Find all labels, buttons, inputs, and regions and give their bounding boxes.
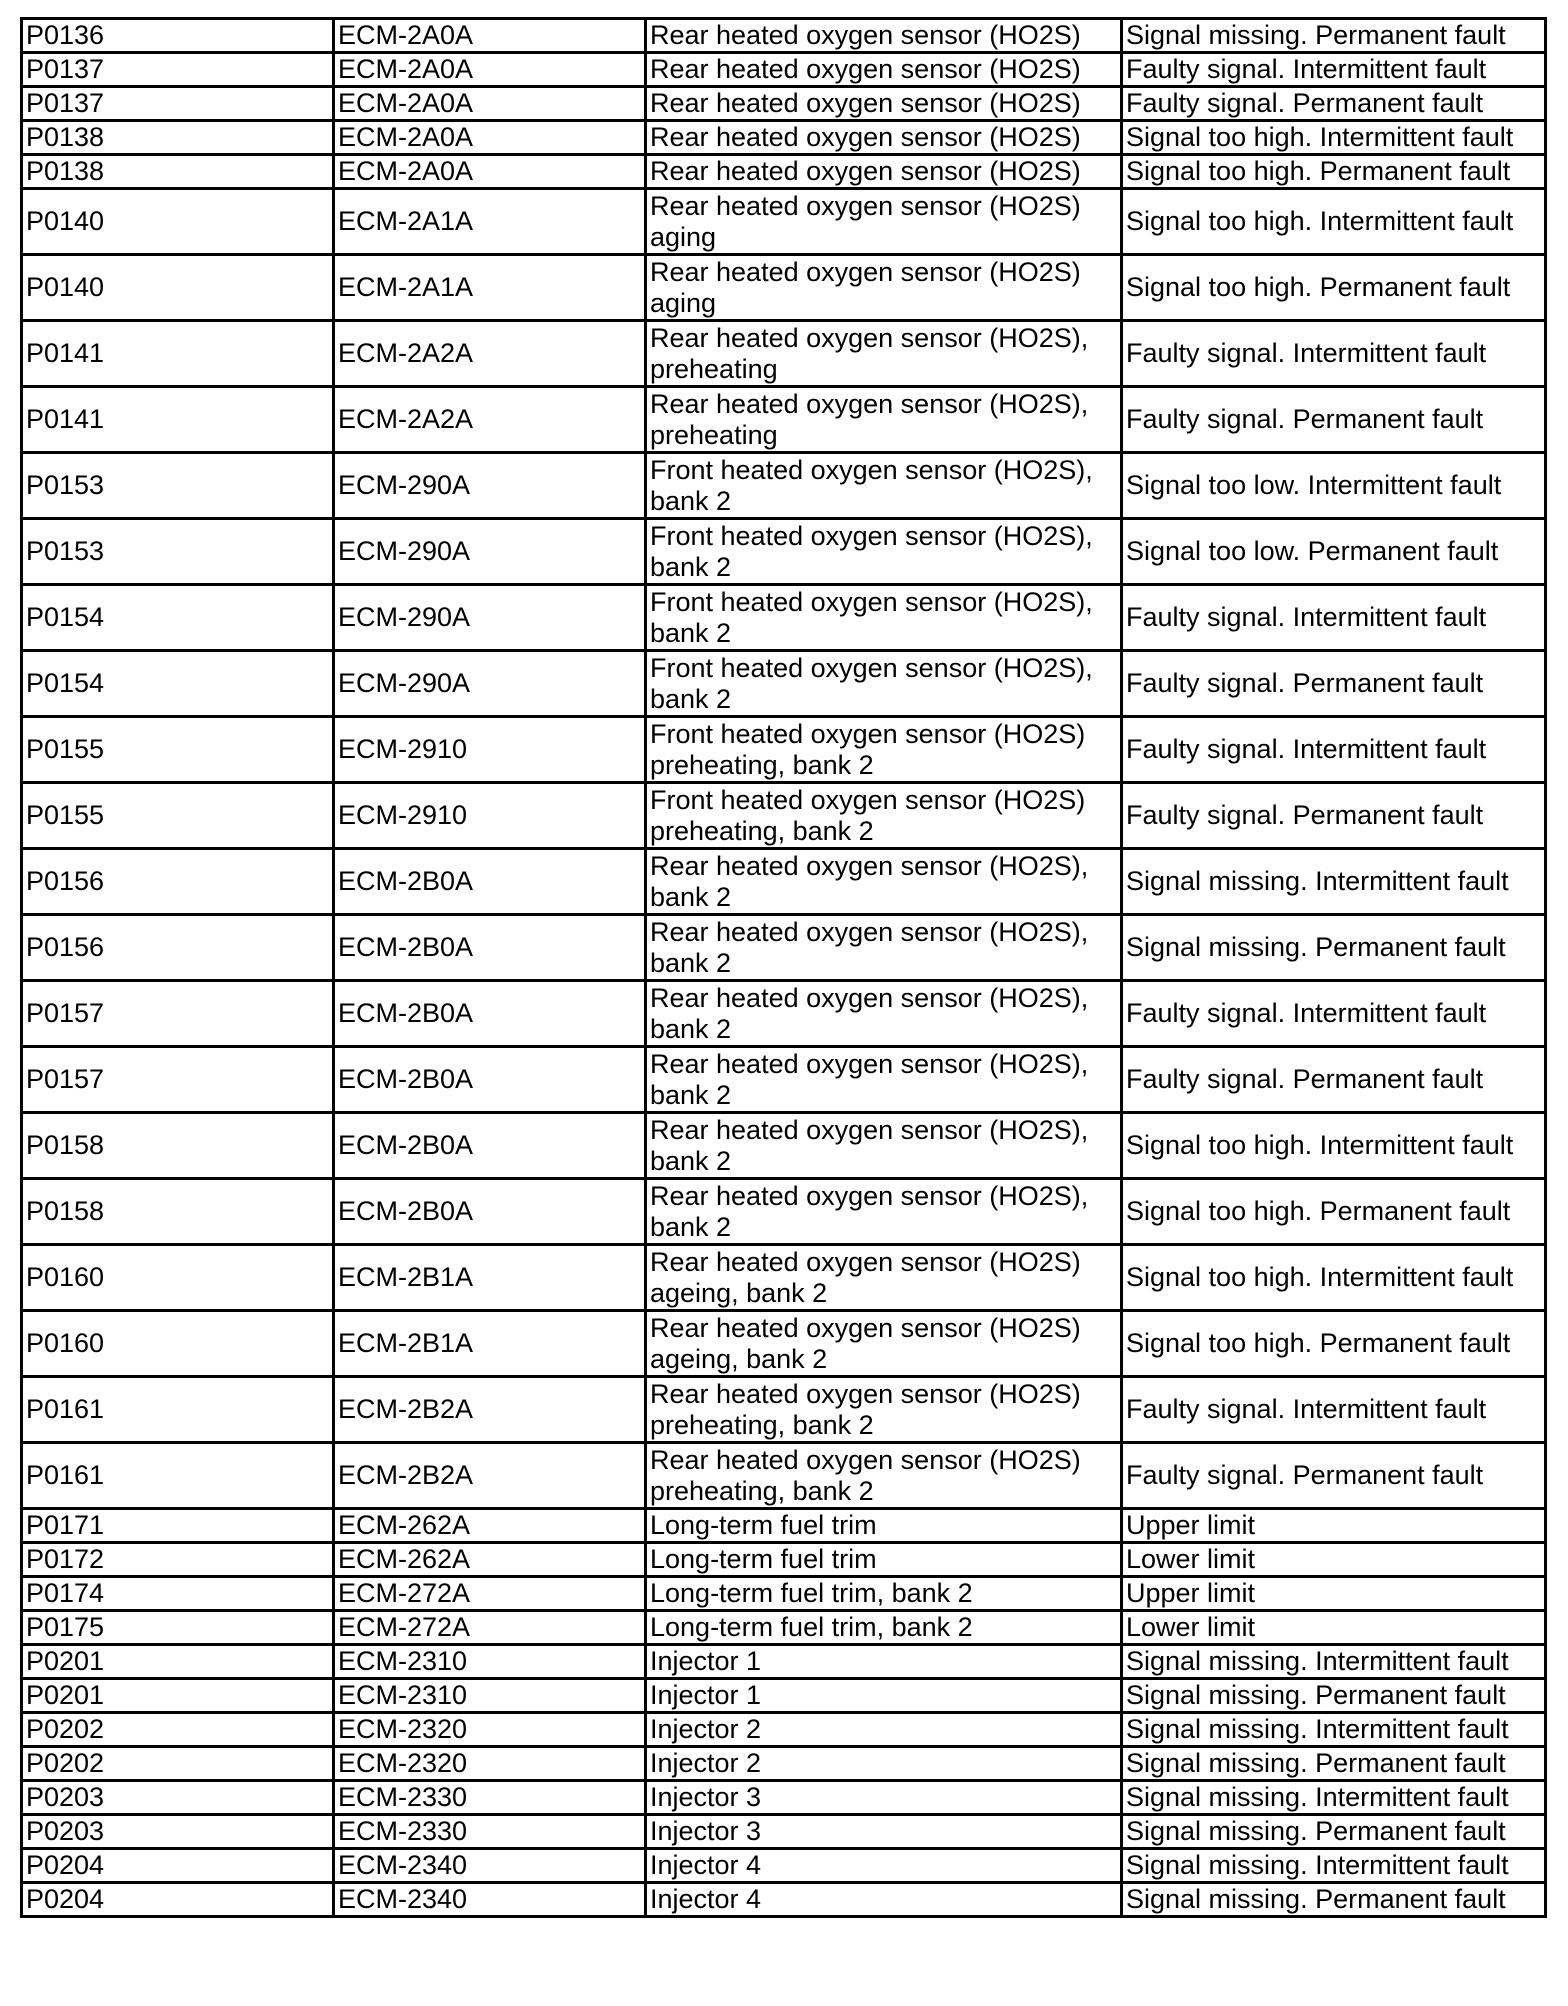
ecm-code-cell: ECM-2910	[334, 717, 646, 783]
ecm-code-cell: ECM-2B0A	[334, 1113, 646, 1179]
component-description-cell: Rear heated oxygen sensor (HO2S), bank 2	[646, 1047, 1122, 1113]
table-row	[22, 1815, 1546, 1849]
dtc-code-cell: P0138	[22, 155, 334, 189]
table-row	[22, 19, 1546, 53]
component-description-cell: Rear heated oxygen sensor (HO2S) ageing, bank 2	[646, 1311, 1122, 1377]
table-row	[22, 189, 1546, 255]
component-description-cell: Long-term fuel trim	[646, 1509, 1122, 1543]
ecm-code-cell: ECM-2A0A	[334, 155, 646, 189]
component-description-cell: Rear heated oxygen sensor (HO2S)	[646, 53, 1122, 87]
fault-type-cell: Signal too high. Permanent fault	[1122, 1179, 1546, 1245]
ecm-code-cell: ECM-2B2A	[334, 1443, 646, 1509]
dtc-code-cell: P0157	[22, 981, 334, 1047]
dtc-code-cell: P0153	[22, 519, 334, 585]
dtc-code-cell: P0175	[22, 1611, 334, 1645]
component-description-cell: Injector 1	[646, 1645, 1122, 1679]
fault-type-cell: Signal missing. Permanent fault	[1122, 1815, 1546, 1849]
dtc-code-cell: P0136	[22, 19, 334, 53]
fault-type-cell: Faulty signal. Intermittent fault	[1122, 981, 1546, 1047]
component-description-cell: Front heated oxygen sensor (HO2S), bank 2	[646, 453, 1122, 519]
component-description-cell: Injector 4	[646, 1849, 1122, 1883]
fault-type-cell: Signal too high. Intermittent fault	[1122, 189, 1546, 255]
table-row	[22, 1443, 1546, 1509]
dtc-code-cell: P0156	[22, 915, 334, 981]
table-row	[22, 155, 1546, 189]
dtc-code-cell: P0156	[22, 849, 334, 915]
ecm-code-cell: ECM-262A	[334, 1509, 646, 1543]
table-row	[22, 981, 1546, 1047]
ecm-code-cell: ECM-2B0A	[334, 981, 646, 1047]
dtc-code-cell: P0171	[22, 1509, 334, 1543]
table-row	[22, 717, 1546, 783]
dtc-code-cell: P0160	[22, 1245, 334, 1311]
dtc-code-cell: P0158	[22, 1179, 334, 1245]
dtc-code-cell: P0141	[22, 321, 334, 387]
table-row	[22, 1245, 1546, 1311]
component-description-cell: Long-term fuel trim	[646, 1543, 1122, 1577]
ecm-code-cell: ECM-2330	[334, 1781, 646, 1815]
table-row	[22, 1179, 1546, 1245]
table-row	[22, 651, 1546, 717]
fault-type-cell: Signal too high. Intermittent fault	[1122, 121, 1546, 155]
component-description-cell: Rear heated oxygen sensor (HO2S)	[646, 155, 1122, 189]
component-description-cell: Rear heated oxygen sensor (HO2S)	[646, 19, 1122, 53]
component-description-cell: Injector 2	[646, 1713, 1122, 1747]
fault-type-cell: Signal too high. Intermittent fault	[1122, 1113, 1546, 1179]
component-description-cell: Front heated oxygen sensor (HO2S) preheating, bank 2	[646, 717, 1122, 783]
component-description-cell: Rear heated oxygen sensor (HO2S), bank 2	[646, 849, 1122, 915]
component-description-cell: Rear heated oxygen sensor (HO2S), bank 2	[646, 915, 1122, 981]
component-description-cell: Injector 3	[646, 1815, 1122, 1849]
ecm-code-cell: ECM-2A2A	[334, 321, 646, 387]
ecm-code-cell: ECM-2A0A	[334, 53, 646, 87]
ecm-code-cell: ECM-2B0A	[334, 1047, 646, 1113]
dtc-code-cell: P0203	[22, 1815, 334, 1849]
table-row	[22, 1509, 1546, 1543]
fault-type-cell: Signal missing. Permanent fault	[1122, 19, 1546, 53]
dtc-code-cell: P0141	[22, 387, 334, 453]
ecm-code-cell: ECM-272A	[334, 1577, 646, 1611]
table-row	[22, 1781, 1546, 1815]
component-description-cell: Rear heated oxygen sensor (HO2S), bank 2	[646, 981, 1122, 1047]
component-description-cell: Injector 3	[646, 1781, 1122, 1815]
fault-type-cell: Faulty signal. Permanent fault	[1122, 1047, 1546, 1113]
table-row	[22, 1611, 1546, 1645]
component-description-cell: Long-term fuel trim, bank 2	[646, 1611, 1122, 1645]
table-row	[22, 1113, 1546, 1179]
dtc-code-cell: P0153	[22, 453, 334, 519]
dtc-code-cell: P0161	[22, 1377, 334, 1443]
component-description-cell: Front heated oxygen sensor (HO2S), bank 2	[646, 519, 1122, 585]
component-description-cell: Front heated oxygen sensor (HO2S), bank 2	[646, 651, 1122, 717]
component-description-cell: Front heated oxygen sensor (HO2S), bank 2	[646, 585, 1122, 651]
dtc-code-cell: P0140	[22, 255, 334, 321]
dtc-code-cell: P0137	[22, 87, 334, 121]
ecm-code-cell: ECM-272A	[334, 1611, 646, 1645]
component-description-cell: Rear heated oxygen sensor (HO2S)	[646, 87, 1122, 121]
fault-type-cell: Faulty signal. Permanent fault	[1122, 1443, 1546, 1509]
component-description-cell: Rear heated oxygen sensor (HO2S) preheating, bank 2	[646, 1377, 1122, 1443]
component-description-cell: Long-term fuel trim, bank 2	[646, 1577, 1122, 1611]
ecm-code-cell: ECM-2A1A	[334, 255, 646, 321]
ecm-code-cell: ECM-290A	[334, 585, 646, 651]
fault-type-cell: Faulty signal. Permanent fault	[1122, 783, 1546, 849]
ecm-code-cell: ECM-2A0A	[334, 87, 646, 121]
component-description-cell: Injector 4	[646, 1883, 1122, 1917]
dtc-code-cell: P0204	[22, 1883, 334, 1917]
fault-type-cell: Faulty signal. Permanent fault	[1122, 87, 1546, 121]
table-row	[22, 1679, 1546, 1713]
ecm-code-cell: ECM-2310	[334, 1645, 646, 1679]
component-description-cell: Injector 2	[646, 1747, 1122, 1781]
dtc-code-cell: P0158	[22, 1113, 334, 1179]
fault-type-cell: Signal missing. Intermittent fault	[1122, 1781, 1546, 1815]
ecm-code-cell: ECM-290A	[334, 453, 646, 519]
dtc-code-cell: P0154	[22, 585, 334, 651]
component-description-cell: Rear heated oxygen sensor (HO2S), preheating	[646, 387, 1122, 453]
table-row	[22, 1849, 1546, 1883]
dtc-code-cell: P0157	[22, 1047, 334, 1113]
fault-type-cell: Faulty signal. Permanent fault	[1122, 387, 1546, 453]
ecm-code-cell: ECM-2330	[334, 1815, 646, 1849]
ecm-code-cell: ECM-2B0A	[334, 915, 646, 981]
ecm-code-cell: ECM-2310	[334, 1679, 646, 1713]
ecm-code-cell: ECM-2B0A	[334, 849, 646, 915]
dtc-code-cell: P0154	[22, 651, 334, 717]
fault-type-cell: Faulty signal. Intermittent fault	[1122, 585, 1546, 651]
ecm-code-cell: ECM-2B1A	[334, 1245, 646, 1311]
ecm-code-cell: ECM-2910	[334, 783, 646, 849]
ecm-code-cell: ECM-2B0A	[334, 1179, 646, 1245]
table-row	[22, 1883, 1546, 1917]
fault-type-cell: Signal missing. Permanent fault	[1122, 1747, 1546, 1781]
fault-type-cell: Signal too high. Permanent fault	[1122, 1311, 1546, 1377]
component-description-cell: Rear heated oxygen sensor (HO2S) ageing, bank 2	[646, 1245, 1122, 1311]
table-row	[22, 783, 1546, 849]
fault-type-cell: Upper limit	[1122, 1577, 1546, 1611]
fault-code-table	[20, 17, 1547, 1918]
table-row	[22, 121, 1546, 155]
table-row	[22, 255, 1546, 321]
fault-type-cell: Signal missing. Permanent fault	[1122, 1679, 1546, 1713]
dtc-code-cell: P0140	[22, 189, 334, 255]
table-row	[22, 1713, 1546, 1747]
ecm-code-cell: ECM-2A0A	[334, 19, 646, 53]
dtc-code-cell: P0201	[22, 1679, 334, 1713]
ecm-code-cell: ECM-2A1A	[334, 189, 646, 255]
dtc-code-cell: P0202	[22, 1713, 334, 1747]
component-description-cell: Rear heated oxygen sensor (HO2S), bank 2	[646, 1113, 1122, 1179]
component-description-cell: Rear heated oxygen sensor (HO2S)	[646, 121, 1122, 155]
fault-type-cell: Faulty signal. Intermittent fault	[1122, 1377, 1546, 1443]
ecm-code-cell: ECM-2340	[334, 1849, 646, 1883]
dtc-code-cell: P0204	[22, 1849, 334, 1883]
table-row	[22, 453, 1546, 519]
table-row	[22, 849, 1546, 915]
dtc-code-cell: P0161	[22, 1443, 334, 1509]
table-row	[22, 1645, 1546, 1679]
dtc-code-cell: P0155	[22, 717, 334, 783]
table-row	[22, 1747, 1546, 1781]
fault-type-cell: Lower limit	[1122, 1543, 1546, 1577]
fault-code-table-body	[22, 19, 1546, 1917]
fault-type-cell: Faulty signal. Intermittent fault	[1122, 321, 1546, 387]
table-row	[22, 1543, 1546, 1577]
fault-type-cell: Signal too low. Permanent fault	[1122, 519, 1546, 585]
ecm-code-cell: ECM-290A	[334, 519, 646, 585]
dtc-code-cell: P0174	[22, 1577, 334, 1611]
ecm-code-cell: ECM-2A0A	[334, 121, 646, 155]
ecm-code-cell: ECM-262A	[334, 1543, 646, 1577]
fault-type-cell: Lower limit	[1122, 1611, 1546, 1645]
component-description-cell: Rear heated oxygen sensor (HO2S) aging	[646, 189, 1122, 255]
dtc-code-cell: P0137	[22, 53, 334, 87]
fault-type-cell: Signal too high. Intermittent fault	[1122, 1245, 1546, 1311]
ecm-code-cell: ECM-2B1A	[334, 1311, 646, 1377]
table-row	[22, 519, 1546, 585]
ecm-code-cell: ECM-2320	[334, 1713, 646, 1747]
table-row	[22, 321, 1546, 387]
ecm-code-cell: ECM-2320	[334, 1747, 646, 1781]
table-row	[22, 585, 1546, 651]
table-row	[22, 1377, 1546, 1443]
component-description-cell: Rear heated oxygen sensor (HO2S) aging	[646, 255, 1122, 321]
fault-type-cell: Upper limit	[1122, 1509, 1546, 1543]
table-row	[22, 387, 1546, 453]
ecm-code-cell: ECM-290A	[334, 651, 646, 717]
table-row	[22, 915, 1546, 981]
dtc-code-cell: P0202	[22, 1747, 334, 1781]
component-description-cell: Rear heated oxygen sensor (HO2S), preheating	[646, 321, 1122, 387]
table-row	[22, 1577, 1546, 1611]
dtc-code-cell: P0160	[22, 1311, 334, 1377]
dtc-code-cell: P0203	[22, 1781, 334, 1815]
fault-type-cell: Signal too high. Permanent fault	[1122, 255, 1546, 321]
fault-type-cell: Faulty signal. Intermittent fault	[1122, 53, 1546, 87]
dtc-code-cell: P0155	[22, 783, 334, 849]
fault-type-cell: Signal missing. Permanent fault	[1122, 1883, 1546, 1917]
fault-type-cell: Faulty signal. Intermittent fault	[1122, 717, 1546, 783]
fault-type-cell: Signal too low. Intermittent fault	[1122, 453, 1546, 519]
dtc-code-cell: P0201	[22, 1645, 334, 1679]
fault-type-cell: Signal missing. Intermittent fault	[1122, 1645, 1546, 1679]
component-description-cell: Injector 1	[646, 1679, 1122, 1713]
ecm-code-cell: ECM-2B2A	[334, 1377, 646, 1443]
component-description-cell: Rear heated oxygen sensor (HO2S), bank 2	[646, 1179, 1122, 1245]
dtc-code-cell: P0172	[22, 1543, 334, 1577]
component-description-cell: Rear heated oxygen sensor (HO2S) preheating, bank 2	[646, 1443, 1122, 1509]
ecm-code-cell: ECM-2340	[334, 1883, 646, 1917]
fault-type-cell: Signal missing. Permanent fault	[1122, 915, 1546, 981]
fault-type-cell: Signal missing. Intermittent fault	[1122, 1713, 1546, 1747]
fault-type-cell: Signal missing. Intermittent fault	[1122, 1849, 1546, 1883]
dtc-code-cell: P0138	[22, 121, 334, 155]
fault-type-cell: Signal too high. Permanent fault	[1122, 155, 1546, 189]
table-row	[22, 87, 1546, 121]
table-row	[22, 1311, 1546, 1377]
component-description-cell: Front heated oxygen sensor (HO2S) preheating, bank 2	[646, 783, 1122, 849]
fault-type-cell: Signal missing. Intermittent fault	[1122, 849, 1546, 915]
fault-type-cell: Faulty signal. Permanent fault	[1122, 651, 1546, 717]
ecm-code-cell: ECM-2A2A	[334, 387, 646, 453]
table-row	[22, 1047, 1546, 1113]
table-row	[22, 53, 1546, 87]
